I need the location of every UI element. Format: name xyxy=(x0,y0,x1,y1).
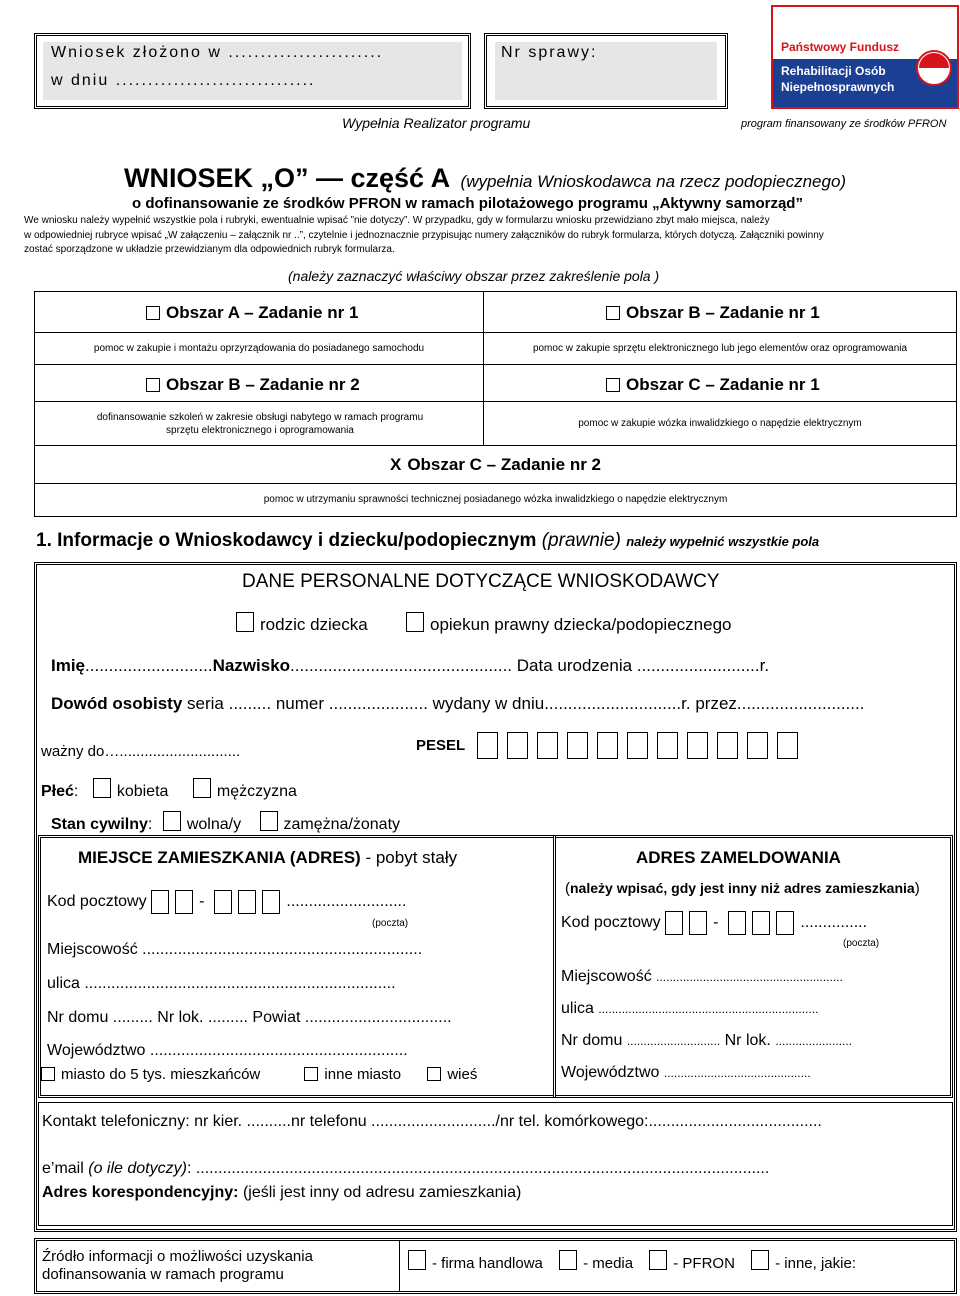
residence-street[interactable]: ulica ...................................................................... xyxy=(47,975,396,992)
registration-voivodeship[interactable]: Województwo ............................................ xyxy=(561,1064,811,1081)
registration-note: (należy wpisać, gdy jest inny niż adres zamieszkania) xyxy=(565,880,920,897)
realizator-note: Wypełnia Realizator programu xyxy=(342,115,531,131)
correspondence-field[interactable]: Adres korespondencyjny: (jeśli jest inny od adresu zamieszkania) xyxy=(42,1184,522,1201)
form-subtitle: o dofinansowanie ze środków PFRON w ramach pilotażowego programu „Aktywny samorząd” xyxy=(132,195,803,212)
residence-voivodeship[interactable]: Województwo .......................................................... xyxy=(47,1042,408,1059)
area-c1[interactable]: Obszar C – Zadanie nr 1 xyxy=(606,375,820,395)
case-number-field[interactable]: Nr sprawy: xyxy=(501,44,598,61)
area-c1-checkbox[interactable] xyxy=(606,378,620,392)
residence-city[interactable]: Miejscowość ............................................................... xyxy=(47,941,423,958)
phone-field[interactable]: Kontakt telefoniczny: nr kier. ..........nr telefonu ............................/nr tel. komórkowego:....................................... xyxy=(42,1113,822,1130)
area-c2-mark[interactable]: X xyxy=(389,455,402,474)
personal-data-title: DANE PERSONALNE DOTYCZĄCE WNIOSKODAWCY xyxy=(242,571,720,592)
gender-male-checkbox[interactable] xyxy=(193,778,211,798)
info-source-options[interactable]: - firma handlowa - media - PFRON - inne, jakie: xyxy=(408,1250,856,1272)
source-pfron-checkbox[interactable] xyxy=(649,1250,667,1270)
residence-poczta-label: (poczta) xyxy=(372,918,409,929)
instructions-2: w odpowiedniej rubryce wpisać „W załączeniu – załącznik nr ..”, czytelnie i jednoznacznie przypisując numery załączników do rubryk formularza, których dotyczą. Załączniki powinny xyxy=(24,230,824,241)
funding-note: program finansowany ze środków PFRON xyxy=(741,118,947,130)
info-source-label: Źródło informacji o możliwości uzyskania dofinansowania w ramach programu xyxy=(42,1248,313,1283)
area-a1[interactable]: Obszar A – Zadanie nr 1 xyxy=(146,303,358,323)
area-b2-desc: dofinansowanie szkoleń w zakresie obsługi nabytego w ramach programu sprzętu elektronicznego i oprogramowania xyxy=(96,412,424,436)
role-guardian-checkbox[interactable] xyxy=(406,612,424,632)
marital-married-checkbox[interactable] xyxy=(260,811,278,831)
role-guardian[interactable]: opiekun prawny dziecka/podopiecznego xyxy=(406,612,731,635)
source-other-checkbox[interactable] xyxy=(751,1250,769,1270)
marital-single-checkbox[interactable] xyxy=(163,811,181,831)
valid-until-field[interactable]: ważny do…............................. xyxy=(41,743,241,760)
gender-female-checkbox[interactable] xyxy=(93,778,111,798)
residence-postcode[interactable]: Kod pocztowy - ........................... xyxy=(47,890,406,914)
area-b2-checkbox[interactable] xyxy=(146,378,160,392)
area-a1-checkbox[interactable] xyxy=(146,306,160,320)
role-parent-checkbox[interactable] xyxy=(236,612,254,632)
instructions-3: zostać sporządzone w układzie przewidzianym dla odpowiednich rubryk formularza. xyxy=(24,244,395,255)
registration-postcode[interactable]: Kod pocztowy - ............... xyxy=(561,911,867,935)
registration-street[interactable]: ulica .................................................................. xyxy=(561,1000,819,1017)
area-a1-desc: pomoc w zakupie i montażu oprzyrządowania do posiadanego samochodu xyxy=(93,343,425,354)
residence-numbers[interactable]: Nr domu ......... Nr lok. ......... Powiat ................................. xyxy=(47,1009,452,1026)
locality-other-city-checkbox[interactable] xyxy=(304,1067,318,1081)
area-hint: (należy zaznaczyć właściwy obszar przez zakreślenie pola ) xyxy=(288,268,660,284)
locality-village-checkbox[interactable] xyxy=(427,1067,441,1081)
residence-title: MIEJSCE ZAMIESZKANIA (ADRES) - pobyt stały xyxy=(78,848,458,867)
instructions-1: We wniosku należy wypełnić wszystkie pola i rubryki, ewentualnie wpisać ”nie dotyczy”. W przypadku, gdy w formularzu wniosku przewidziano zbyt mało miejsca, należy xyxy=(24,215,770,226)
area-c1-desc: pomoc w zakupie wózka inwalidzkiego o napędzie elektrycznym xyxy=(578,418,862,429)
area-b2[interactable]: Obszar B – Zadanie nr 2 xyxy=(146,375,360,395)
pesel-field[interactable]: PESEL xyxy=(416,732,807,759)
area-c2-desc: pomoc w utrzymaniu sprawności technicznej posiadanego wózka inwalidzkiego o napędzie elektrycznym xyxy=(263,494,728,505)
locality-small-town-checkbox[interactable] xyxy=(41,1067,55,1081)
submitted-at-field[interactable]: Wniosek złożono w ........................ xyxy=(51,44,384,61)
logo-emblem-icon xyxy=(915,49,953,87)
section1-heading: 1. Informacje o Wnioskodawcy i dziecku/podopiecznym (prawnie) należy wypełnić wszystkie pola xyxy=(36,530,820,551)
source-media-checkbox[interactable] xyxy=(559,1250,577,1270)
area-b1-checkbox[interactable] xyxy=(606,306,620,320)
residence-locality-type[interactable]: miasto do 5 tys. mieszkańców inne miasto wieś xyxy=(41,1066,477,1083)
registration-city[interactable]: Miejscowość ........................................................ xyxy=(561,968,843,985)
id-row[interactable]: Dowód osobisty seria ......... numer ..................... wydany w dniu.............................r. przez........................... xyxy=(51,694,865,713)
registration-numbers[interactable]: Nr domu ............................ Nr lok. ....................... xyxy=(561,1032,852,1049)
role-parent[interactable]: rodzic dziecka xyxy=(236,612,368,635)
submission-box xyxy=(34,33,471,109)
email-field[interactable]: e’mail (o ile dotyczy): ................................................................................................................................. xyxy=(42,1160,770,1177)
submitted-date-field[interactable]: w dniu ............................... xyxy=(51,72,316,89)
registration-poczta-label: (poczta) xyxy=(843,938,880,949)
area-c2[interactable]: X Obszar C – Zadanie nr 2 xyxy=(389,455,602,474)
area-b1-desc: pomoc w zakupie sprzętu elektronicznego lub jego elementów oraz oprogramowania xyxy=(532,343,908,354)
gender-row[interactable]: Płeć: kobieta mężczyzna xyxy=(41,778,297,801)
source-shop-checkbox[interactable] xyxy=(408,1250,426,1270)
pfron-logo: Państwowy Fundusz Rehabilitacji Osób Niepełnosprawnych xyxy=(771,5,959,109)
registration-address-box xyxy=(553,835,953,1098)
registration-title: ADRES ZAMELDOWANIA xyxy=(636,848,841,867)
case-number-box xyxy=(484,33,728,109)
form-title: WNIOSEK „O” — część A (wypełnia Wnioskodawca na rzecz podopiecznego) xyxy=(124,163,847,193)
name-row[interactable]: Imię...........................Nazwisko............................................... Data urodzenia ..........................r. xyxy=(51,656,770,675)
area-b1[interactable]: Obszar B – Zadanie nr 1 xyxy=(606,303,820,323)
marital-row[interactable]: Stan cywilny: wolna/y zamężna/żonaty xyxy=(51,811,400,834)
